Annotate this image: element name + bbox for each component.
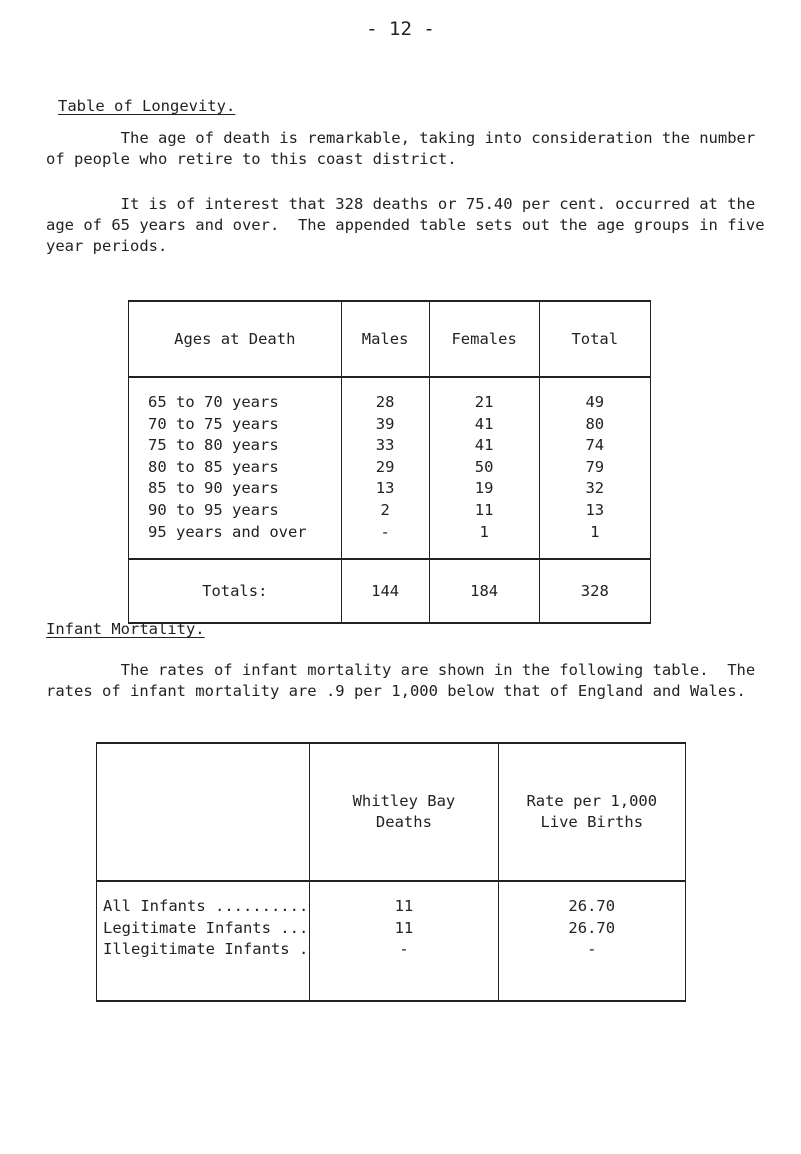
table-cell-total: 79 — [585, 457, 605, 476]
header-females: Females — [429, 301, 539, 377]
table-cell-deaths: 11 — [394, 897, 414, 915]
table-cell-females: 19 — [474, 479, 494, 498]
table-cell-rate: 26.70 — [568, 897, 616, 915]
table-cell-males: 13 — [375, 479, 395, 498]
table-cell-females: 21 — [474, 393, 494, 411]
infant-mortality-paragraph: The rates of infant mortality are shown in the following table. The rates of infant mortality are .9 per 1,000 below that of England and Wales. — [46, 661, 765, 700]
longevity-header-row — [129, 301, 651, 377]
table-cell-total: 49 — [585, 393, 605, 411]
females-column — [429, 377, 539, 559]
table-cell-males: 2 — [380, 500, 390, 519]
header-rate-per-1000: Rate per 1,000 Live Births — [498, 743, 685, 881]
header-whitley-bay-deaths: Whitley Bay Deaths — [310, 743, 498, 881]
infant-rate-column — [498, 881, 685, 1001]
infant-label-column — [97, 881, 310, 1001]
infant-mortality-heading: Infant Mortality. — [46, 620, 205, 638]
table-cell-total: 74 — [585, 436, 605, 455]
table-row-age: 70 to 75 years — [148, 414, 279, 433]
table-row-age: 85 to 90 years — [148, 479, 279, 498]
table-cell-females: 50 — [474, 457, 494, 476]
total-column — [539, 377, 650, 559]
table-cell-total: 13 — [585, 500, 605, 519]
table-row-label: All Infants .......... — [103, 897, 309, 915]
table-cell-rate: 26.70 — [568, 918, 616, 937]
table-cell-males: - — [380, 522, 390, 541]
table-cell-deaths: - — [399, 940, 409, 959]
table-cell-total: 32 — [585, 479, 605, 498]
totals-males: 144 — [341, 559, 429, 623]
table-cell-deaths: 11 — [394, 918, 414, 937]
table-cell-males: 29 — [375, 457, 395, 476]
infant-deaths-column — [310, 881, 498, 1001]
infant-data-rows — [97, 881, 686, 1001]
totals-females: 184 — [429, 559, 539, 623]
males-column — [341, 377, 429, 559]
header-males: Males — [341, 301, 429, 377]
header-total: Total — [539, 301, 650, 377]
totals-row — [129, 559, 651, 623]
table-row-label: Illegitimate Infants . — [103, 940, 309, 959]
totals-total: 328 — [539, 559, 650, 623]
table-cell-females: 41 — [474, 436, 494, 455]
table-row-age: 90 to 95 years — [148, 500, 279, 519]
longevity-paragraph-2: It is of interest that 328 deaths or 75.40 per cent. occurred at the age of 65 years and over. The appended table sets out the age groups in five year periods. — [46, 195, 774, 255]
page-number: - 12 - — [366, 18, 435, 40]
table-row-age: 75 to 80 years — [148, 436, 279, 455]
header-blank — [97, 743, 310, 881]
table-cell-males: 33 — [375, 436, 395, 455]
longevity-table — [128, 300, 651, 624]
longevity-heading: Table of Longevity. — [58, 97, 236, 115]
table-row-label: Legitimate Infants ... — [103, 918, 309, 937]
table-cell-females: 11 — [474, 500, 494, 519]
table-row-age: 80 to 85 years — [148, 457, 279, 476]
longevity-data-rows — [129, 377, 651, 559]
table-cell-males: 28 — [375, 393, 395, 411]
totals-label: Totals: — [129, 559, 342, 623]
header-ages-at-death: Ages at Death — [129, 301, 342, 377]
table-cell-males: 39 — [375, 414, 395, 433]
table-cell-total: 80 — [585, 414, 605, 433]
table-cell-females: 1 — [479, 522, 489, 541]
table-cell-rate: - — [587, 940, 597, 959]
infant-header-row — [97, 743, 686, 881]
infant-mortality-table — [96, 742, 686, 1002]
table-row-age: 65 to 70 years — [148, 393, 279, 411]
table-cell-females: 41 — [474, 414, 494, 433]
table-row-age: 95 years and over — [148, 522, 307, 541]
table-cell-total: 1 — [590, 522, 600, 541]
longevity-paragraph-1: The age of death is remarkable, taking into consideration the number of people who retire to this coast district. — [46, 129, 765, 168]
ages-column — [129, 377, 342, 559]
